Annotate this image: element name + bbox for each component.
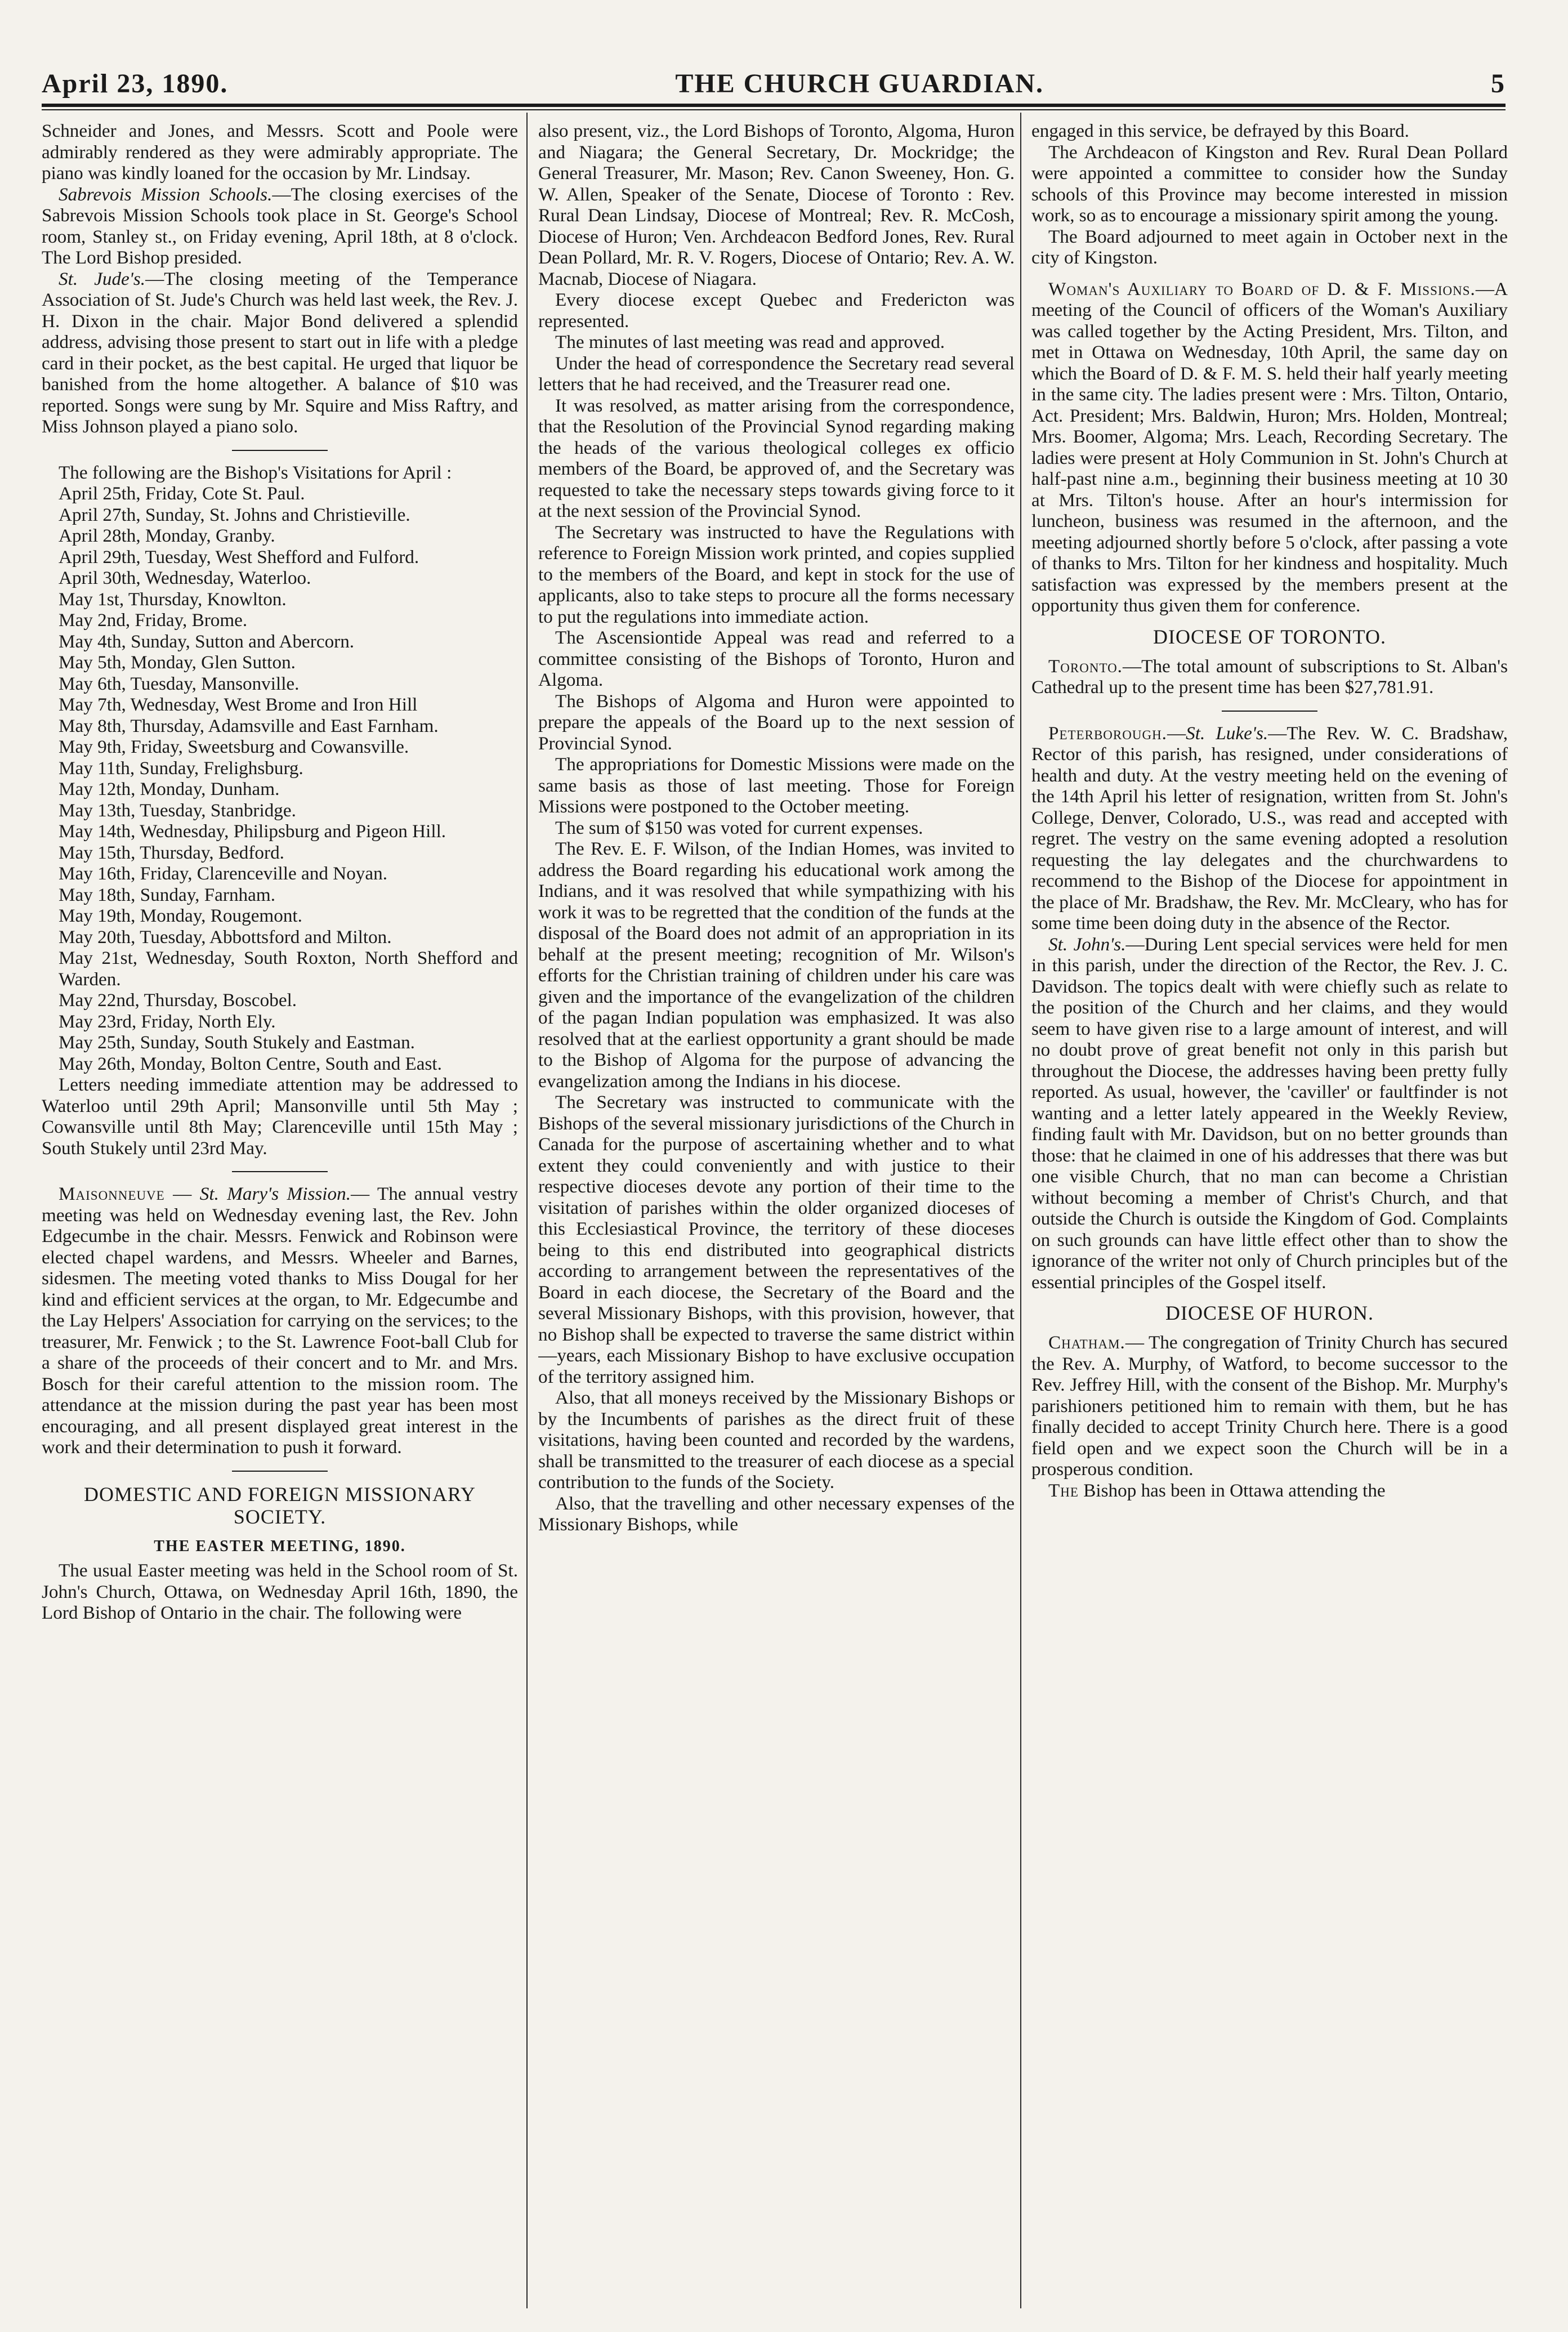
visitation-entry: May 18th, Sunday, Farnham. (59, 884, 275, 905)
visitation-entry: April 27th, Sunday, St. Johns and Christieville. (59, 504, 410, 525)
paragraph: The minutes of last meeting was read and approved. (555, 332, 945, 352)
visitation-entry: May 21st, Wednesday, South Roxton, North Shefford and Warden. (59, 948, 518, 990)
visitations-intro: The following are the Bishop's Visitations for April : (59, 462, 452, 483)
column-1 (42, 120, 518, 2311)
visitation-entry: May 4th, Sunday, Sutton and Abercorn. (59, 631, 355, 652)
masthead (42, 59, 1506, 99)
visitation-entry: May 9th, Friday, Sweetsburg and Cowansville. (59, 736, 409, 757)
paragraph (1031, 1480, 1508, 1502)
visitation-entry: May 23rd, Friday, North Ely. (59, 1011, 276, 1032)
masthead-rule (42, 104, 1506, 107)
page-number: 5 (1490, 69, 1506, 99)
visitation-entry: May 20th, Tuesday, Abbottsford and Milton. (59, 926, 392, 948)
newspaper-title: THE CHURCH GUARDIAN. (675, 69, 1044, 99)
visitations-list (42, 483, 518, 1074)
paragraph: Under the head of correspondence the Secretary read several letters that he had received, and the Treasurer read one. (538, 352, 1015, 395)
visitation-entry: April 30th, Wednesday, Waterloo. (59, 568, 311, 588)
item-heading: St. Jude's. (59, 268, 146, 289)
item-heading: The (1048, 1480, 1079, 1501)
column-3 (1031, 120, 1508, 2311)
paragraph-text: —The total amount of subscriptions to St. Alban's Cathedral up to the present time has been $27,781.91. (1031, 655, 1508, 698)
item-heading: Sabrevois Mission Schools. (59, 184, 272, 205)
visitation-entry: April 29th, Tuesday, West Shefford and Fulford. (59, 546, 419, 568)
visitation-entry: May 13th, Tuesday, Stanbridge. (59, 799, 296, 821)
paragraph: Every diocese except Quebec and Fredericton was represented. (538, 289, 1015, 332)
paragraph-text: —The closing exercises of the Sabrevois Mission Schools took place in St. George's School room, Stanley st., on Friday evening, April 18th, at 8 o'clock. The Lord Bishop presided. (42, 184, 518, 268)
paragraph: The Rev. E. F. Wilson, of the Indian Homes, was invited to address the Board regarding his educational work among the Indians, and it was resolved that while sympathizing with his work it was to be regretted that the condition of the funds at the disposal of the Board does not admit of an appropriation in its behalf at the present meeting; recognition of Mr. Wilson's efforts for the Christian training of children under his care was given and the importance of the evangelization of the children of the pagan Indian population was emphasized. It was also resolved that at the earliest opportunity a grant should be made to the Bishop of Algoma for the purpose of advancing the evangelization among the Indians in his diocese. (538, 838, 1015, 1092)
place-heading: Chatham. (1048, 1332, 1125, 1353)
paragraph (1031, 279, 1508, 616)
paragraph-text: — The congregation of Trinity Church has secured the Rev. A. Murphy, of Watford, to become successor to the Rev. Jeffrey Hill, with the consent of the Bishop. Mr. Murphy's parishioners petitioned him to remain with them, but he has finally decided to accept Trinity Church here. There is a good field open and we expect soon the Church will be in a prosperous condition. (1031, 1332, 1508, 1480)
visitation-entry: May 15th, Thursday, Bedford. (59, 842, 284, 863)
item-heading: St. Luke's. (1186, 722, 1268, 744)
item-heading: St. Mary's Mission. (199, 1183, 351, 1204)
paragraph-text: —The closing meeting of the Temperance Association of St. Jude's Church was held last week, the Rev. J. H. Dixon in the chair. Major Bond delivered a splendid address, advising those present to start out in life with a pledge card in their pocket, as the best capital. He urged that liquor be banished from the home altogether. A balance of $10 was reported. Songs were sung by Mr. Squire and Miss Raftry, and Miss Johnson played a piano solo. (42, 268, 518, 437)
visitation-entry: May 19th, Monday, Rougemont. (59, 905, 302, 926)
paragraph: The sum of $150 was voted for current expenses. (555, 817, 923, 838)
paragraph: engaged in this service, be defrayed by this Board. (1031, 120, 1409, 141)
paragraph (42, 269, 518, 437)
sub-heading: THE EASTER MEETING, 1890. (154, 1537, 406, 1555)
section-rule (232, 450, 328, 451)
visitation-entry: May 5th, Monday, Glen Sutton. (59, 652, 296, 673)
paragraph: Also, that all moneys received by the Missionary Bishops or by the Incumbents of parishes as the direct fruit of these visitations, having been counted and recorded by the wardens, shall be transmitted to the treasurer of each diocese as a special contribution to the funds of the Society. (538, 1387, 1015, 1493)
visitation-entry: May 1st, Thursday, Knowlton. (59, 588, 287, 610)
section-rule (1222, 711, 1317, 712)
paragraph (1031, 934, 1508, 1293)
paragraph: The Board adjourned to meet again in October next in the city of Kingston. (1031, 226, 1508, 268)
place-heading: Peterborough. (1048, 722, 1167, 744)
item-heading: St. John's. (1048, 933, 1126, 955)
paragraph-text: Bishop has been in Ottawa attending the (1083, 1480, 1386, 1501)
paragraph: Peterborough.—St. Luke's.—The Rev. W. C. Bradshaw, Rector of this parish, has resigned, under considerations of health and duty. At the vestry meeting held on the evening of the 14th April his letter of resignation, written from St. John's College, Denver, Colorado, U.S., was read and accepted with regret. The vestry on the same evening adopted a resolution requesting the lay delegates and the churchwardens to recommend to the Bishop of the Diocese for appointment in the place of Mr. Bradshaw, the Rev. Mr. McCleary, who has for some time been doing duty in the absence of the Rector. (1031, 722, 1508, 933)
paragraph-text: —During Lent special services were held for men in this parish, under the direction of the Rector, the Rev. J. C. Davidson. The topics dealt with were chiefly such as relate to the position of the Church and her claims, and they would seem to have given rise to a large amount of interest, and will no doubt prove of great benefit not only in this parish but throughout the Diocese, the addresses having been pretty fully reported. As usual, however, the 'caviller' or faultfinder is not wanting and a letter lately appeared in the Weekly Review, finding fault with Mr. Davidson, but on no better grounds than those: that he claimed in one of his addresses that there was but one visible Church, that no man can become a Christian without becoming a member of Christ's Church, and that outside the Church is outside the Kingdom of God. Complaints on such grounds can have little effect other than to show the ignorance of the writer not only of Church principles but of the essential principles of the Gospel itself. (1031, 933, 1508, 1293)
paragraph: Letters needing immediate attention may be addressed to Waterloo until 29th April; Mansonville until 5th May ; Cowansville until 8th May; Clarenceville until 15th May ; South Stukely until 23rd May. (42, 1074, 518, 1159)
paragraph: It was resolved, as matter arising from the correspondence, that the Resolution of the Provincial Synod regarding making the heads of the various theological colleges ex officio members of the Board, be approved of, and the Secretary was requested to take the necessary steps towards giving force to it at the next session of the Provincial Synod. (538, 395, 1015, 521)
masthead-rule-thin (42, 109, 1506, 110)
visitation-entry: May 6th, Tuesday, Mansonville. (59, 673, 300, 694)
column-2 (538, 120, 1015, 2311)
paragraph (1031, 656, 1508, 698)
paragraph: Also, that the travelling and other necessary expenses of the Missionary Bishops, while (538, 1493, 1015, 1535)
paragraph-text: —The Rev. W. C. Bradshaw, Rector of this parish, has resigned, under considerations of health and duty. At the vestry meeting held on the evening of the 14th April his letter of resignation, written from St. John's College, Denver, Colorado, U.S., was read and accepted with regret. The vestry on the same evening adopted a resolution requesting the lay delegates and the churchwardens to recommend to the Bishop of the Diocese for appointment in the place of Mr. Bradshaw, the Rev. Mr. McCleary, who has for some time been doing duty in the absence of the Rector. (1031, 722, 1508, 933)
section-heading: DIOCESE OF HURON. (1165, 1302, 1374, 1324)
paragraph-text: — The annual vestry meeting was held on Wednesday evening last, the Rev. John Edgecumbe in the chair. Messrs. Fenwick and Robinson were elected chapel wardens, and Messrs. Wheeler and Barnes, sidesmen. The meeting voted thanks to Miss Dougal for her kind and efficient services at the organ, to Mr. Edgecumbe and the Lay Helpers' Association for carrying on the services; to the treasurer, Mr. Fenwick ; to the St. Lawrence Foot-ball Club for a share of the proceeds of their concert and to Mr. and Mrs. Bosch for their careful attention to the mission room. The attendance at the mission during the past year has been most encouraging, and all present displayed great interest in the work and their determination to push it forward. (42, 1183, 518, 1458)
paragraph: Schneider and Jones, and Messrs. Scott and Poole were admirably rendered as they were admirably appropriate. The piano was kindly loaned for the occasion by Mr. Lindsay. (42, 120, 518, 184)
paragraph (1031, 1332, 1508, 1480)
paragraph-text: —A meeting of the Council of officers of the Woman's Auxiliary was called together by the Acting President, Mrs. Tilton, and met in Ottawa on Wednesday, 10th April, the same day on which the Board of D. & F. M. S. held their half yearly meeting in the same city. The ladies present were : Mrs. Tilton, Ontario, Act. President; Mrs. Baldwin, Huron; Mrs. Holden, Montreal; Mrs. Boomer, Algoma; Mrs. Leach, Recording Secretary. The ladies were present at Holy Communion in St. John's Church at half-past nine a.m., beginning their business meeting at 10 30 at Mrs. Tilton's house. After an hour's intermission for luncheon, business was resumed in the afternoon, and the meeting adjourned shortly before 5 o'clock, after passing a vote of thanks to Mrs. Tilton for her kindness and hospitality. Much satisfaction was expressed by the members present at the opportunity thus given them for conference. (1031, 278, 1508, 616)
visitation-entry: May 14th, Wednesday, Philipsburg and Pigeon Hill. (59, 821, 446, 842)
visitation-entry: April 28th, Monday, Granby. (59, 525, 275, 546)
paragraph: The usual Easter meeting was held in the School room of St. John's Church, Ottawa, on Wednesday April 16th, 1890, the Lord Bishop of Ontario in the chair. The following were (42, 1560, 518, 1623)
column-divider (526, 113, 528, 2308)
visitation-entry: May 22nd, Thursday, Boscobel. (59, 990, 297, 1011)
paragraph: also present, viz., the Lord Bishops of Toronto, Algoma, Huron and Niagara; the General Secretary, Dr. Mockridge; the General Treasurer, Mr. Mason; Rev. Canon Sweeney, Hon. G. W. Allen, Speaker of the Senate, Diocese of Toronto : Rev. Rural Dean Lindsay, Diocese of Montreal; Rev. R. McCosh, Diocese of Huron; Ven. Archdeacon Bedford Jones, Rev. Rural Dean Pollard, Mr. R. V. Rogers, Diocese of Ontario; Rev. A. W. Macnab, Diocese of Niagara. (538, 120, 1015, 289)
section-heading: DIOCESE OF TORONTO. (1152, 625, 1387, 648)
paragraph (42, 184, 518, 269)
visitation-entry: April 25th, Friday, Cote St. Paul. (59, 483, 305, 504)
visitation-entry: May 7th, Wednesday, West Brome and Iron Hill (59, 694, 418, 715)
paragraph: The Secretary was instructed to have the Regulations with reference to Foreign Mission work printed, and copies supplied to the members of the Board, and kept in stock for the use of applicants, also to take steps to procure all the forms necessary to put the regulations into immediate action. (538, 521, 1015, 627)
item-heading: Woman's Auxiliary to Board of D. & F. Missions. (1048, 278, 1476, 300)
visitation-entry: May 8th, Thursday, Adamsville and East Farnham. (59, 715, 439, 736)
section-heading: DOMESTIC AND FOREIGN MISSIONARY SOCIETY. (83, 1482, 476, 1528)
section-rule (232, 1171, 328, 1172)
paragraph: The Archdeacon of Kingston and Rev. Rural Dean Pollard were appointed a committee to consider how the Sunday schools of this Province may become interested in mission work, so as to encourage a missionary spirit among the young. (1031, 141, 1508, 226)
paragraph: The Secretary was instructed to communicate with the Bishops of the several missionary jurisdictions of the Church in Canada for the purpose of ascertaining whether and to what extent they could conveniently and with justice to their respective dioceses devote any portion of their time to the visitation of parishes within the older organized dioceses of this Ecclesiastical Province, the territory of these dioceses being to this end distributed into geographical districts according to arrangement between the representatives of the Board in each diocese, the Secretary of the Board and the several Missionary Bishops, with this provision, however, that no Bishop shall be expected to traverse the same district within—years, each Missionary Bishop to have exclusive occupation of the territory assigned him. (538, 1092, 1015, 1387)
place-heading: Toronto. (1048, 655, 1123, 677)
visitation-entry: May 12th, Monday, Dunham. (59, 779, 280, 799)
paragraph: The appropriations for Domestic Missions were made on the same basis as those of last meeting. Those for Foreign Missions were postponed to the October meeting. (538, 754, 1015, 817)
paragraph: The Bishops of Algoma and Huron were appointed to prepare the appeals of the Board up to the next session of Provincial Synod. (538, 690, 1015, 754)
paragraph: The Ascensiontide Appeal was read and referred to a committee consisting of the Bishops of Toronto, Huron and Algoma. (538, 627, 1015, 690)
paragraph: Maisonneuve — St. Mary's Mission.— The annual vestry meeting was held on Wednesday evening last, the Rev. John Edgecumbe in the chair. Messrs. Fenwick and Robinson were elected chapel wardens, and Messrs. Wheeler and Barnes, sidesmen. The meeting voted thanks to Miss Dougal for her kind and efficient services at the organ, to Mr. Edgecumbe and the Lay Helpers' Association for carrying on the services; to the treasurer, Mr. Fenwick ; to the St. Lawrence Foot-ball Club for a share of the proceeds of their concert and to Mr. and Mrs. Bosch for their careful attention to the mission room. The attendance at the mission during the past year has been most encouraging, and all present displayed great interest in the work and their determination to push it forward. (42, 1183, 518, 1458)
place-heading: Maisonneuve (59, 1183, 165, 1204)
visitation-entry: May 11th, Sunday, Frelighsburg. (59, 757, 303, 779)
visitation-entry: May 26th, Monday, Bolton Centre, South and East. (59, 1053, 442, 1074)
visitation-entry: May 16th, Friday, Clarenceville and Noyan. (59, 863, 388, 884)
visitation-entry: May 25th, Sunday, South Stukely and Eastman. (59, 1032, 415, 1053)
section-rule (232, 1471, 328, 1472)
issue-date: April 23, 1890. (42, 69, 229, 99)
visitation-entry: May 2nd, Friday, Brome. (59, 610, 248, 631)
column-divider (1020, 113, 1021, 2308)
